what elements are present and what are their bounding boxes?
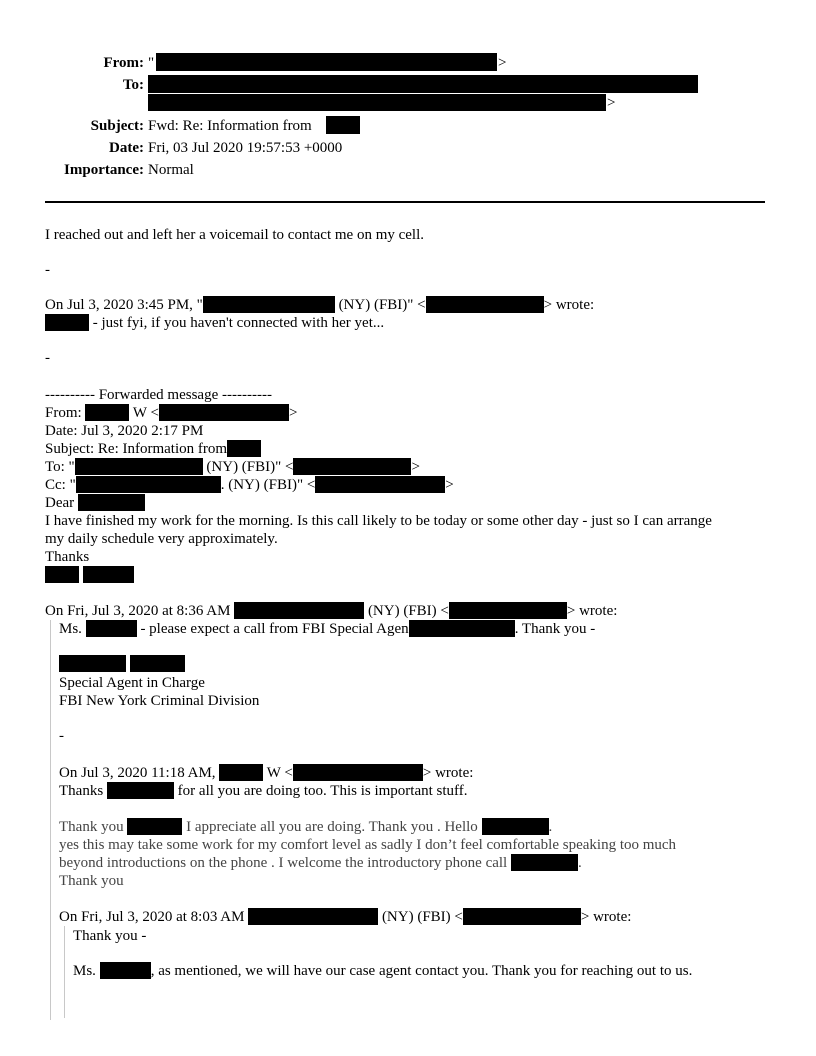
fwd-text: . (NY) (FBI)" < xyxy=(220,477,316,493)
quoted-text: Thank you xyxy=(59,873,124,889)
body-text: Thank you - xyxy=(73,928,147,944)
importance-value: Normal xyxy=(148,162,194,178)
fwd-date: Date: Jul 3, 2020 2:17 PM xyxy=(45,423,204,439)
salutation-text: Dear xyxy=(45,495,75,511)
importance-label: Importance: xyxy=(64,162,144,178)
fwd-text: Cc: " xyxy=(45,477,76,493)
body-text: my daily schedule very approximately. xyxy=(45,531,278,547)
quoted-text: . xyxy=(548,819,553,835)
redaction-box xyxy=(426,296,544,313)
redaction-box xyxy=(148,75,698,93)
redaction-box xyxy=(482,818,549,835)
body-text: Ms. xyxy=(59,621,82,637)
fwd-text: > xyxy=(411,459,420,475)
header-divider xyxy=(45,201,765,203)
body-text: , as mentioned, we will have our case agent contact you. Thank you for reaching out to us. xyxy=(150,963,693,979)
redaction-box xyxy=(148,94,606,111)
redaction-box xyxy=(248,908,378,925)
to-value-end: > xyxy=(607,95,616,111)
redaction-box xyxy=(293,458,411,475)
fwd-from xyxy=(45,404,298,422)
quote-bar xyxy=(64,926,65,1018)
body-text xyxy=(59,620,595,638)
quote-bar xyxy=(50,620,51,1020)
separator-dash: - xyxy=(59,728,64,744)
quoted-text: yes this may take some work for my comfort level as sadly I don’t feel comfortable speaking too much xyxy=(59,837,677,853)
fwd-to xyxy=(45,458,420,476)
redaction-box xyxy=(156,53,497,71)
forwarded-header: ---------- Forwarded message ---------- xyxy=(45,387,272,403)
redaction-box xyxy=(83,566,134,583)
body-text: Ms. xyxy=(73,963,96,979)
body-text xyxy=(59,782,468,800)
redaction-box xyxy=(107,782,174,799)
quote-attribution xyxy=(45,296,594,314)
fwd-text: > xyxy=(445,477,454,493)
body-text: I reached out and left her a voicemail to contact me on my cell. xyxy=(45,227,425,243)
redaction-box xyxy=(326,116,360,134)
subject-label: Subject: xyxy=(90,118,144,134)
redaction-box xyxy=(45,314,89,331)
attribution-text: (NY) (FBI) < xyxy=(367,603,449,619)
redaction-box xyxy=(315,476,445,493)
redaction-box xyxy=(75,458,203,475)
fwd-text: > xyxy=(289,405,298,421)
body-text xyxy=(45,314,384,332)
quoted-text: Thank you xyxy=(59,819,124,835)
body-text xyxy=(73,962,692,980)
redaction-box xyxy=(100,962,151,979)
redaction-box xyxy=(227,440,261,457)
quoted-text: . xyxy=(577,855,582,871)
fwd-text: W < xyxy=(132,405,160,421)
attribution-text: > wrote: xyxy=(580,909,632,925)
from-value-end: > xyxy=(498,55,507,71)
fwd-text: To: " xyxy=(45,459,75,475)
attribution-text: On Fri, Jul 3, 2020 at 8:36 AM xyxy=(45,603,231,619)
redaction-box xyxy=(127,818,182,835)
attribution-text: W < xyxy=(266,765,293,781)
attribution-text: > wrote: xyxy=(566,603,618,619)
attribution-text: > wrote: xyxy=(543,297,595,313)
redaction-box xyxy=(76,476,221,493)
body-text: - please expect a call from FBI Special Agen xyxy=(140,621,409,637)
fwd-cc xyxy=(45,476,454,494)
attribution-text: On Jul 3, 2020 11:18 AM, xyxy=(59,765,216,781)
date-label: Date: xyxy=(109,140,144,156)
separator-dash: - xyxy=(45,262,50,278)
date-value: Fri, 03 Jul 2020 19:57:53 +0000 xyxy=(148,140,343,156)
redaction-box xyxy=(130,655,185,672)
fwd-text: From: xyxy=(45,405,82,421)
fwd-text: (NY) (FBI)" < xyxy=(206,459,294,475)
redaction-box xyxy=(86,620,137,637)
quoted-text: beyond introductions on the phone . I welcome the introductory phone call xyxy=(59,855,508,871)
attribution-text: On Jul 3, 2020 3:45 PM, " xyxy=(45,297,203,313)
separator-dash: - xyxy=(45,350,50,366)
quoted-text xyxy=(59,854,582,872)
redaction-box xyxy=(78,494,145,511)
attribution-text: (NY) (FBI) < xyxy=(381,909,463,925)
redaction-box xyxy=(511,854,578,871)
from-value-quote: " xyxy=(148,55,155,71)
body-text: - just fyi, if you haven't connected with her yet... xyxy=(92,315,385,331)
redaction-box xyxy=(203,296,335,313)
attribution-text: On Fri, Jul 3, 2020 at 8:03 AM xyxy=(59,909,245,925)
subject-value: Fwd: Re: Information from xyxy=(148,118,312,134)
redaction-box xyxy=(293,764,423,781)
redaction-box xyxy=(463,908,581,925)
body-text: I have finished my work for the morning. Is this call likely to be today or some other day - just so I can arrange xyxy=(45,513,712,529)
redaction-box xyxy=(219,764,263,781)
quoted-text xyxy=(59,818,552,836)
redaction-box xyxy=(85,404,129,421)
attribution-text: (NY) (FBI)" < xyxy=(338,297,426,313)
redaction-box xyxy=(159,404,289,421)
body-text: for all you are doing too. This is important stuff. xyxy=(177,783,468,799)
fwd-subject xyxy=(45,440,261,458)
redaction-box xyxy=(234,602,364,619)
redaction-box xyxy=(59,655,126,672)
quote-attribution xyxy=(59,908,631,926)
signature-title: Special Agent in Charge xyxy=(59,675,205,691)
body-text: Thanks xyxy=(59,783,104,799)
redaction-box xyxy=(409,620,515,637)
quote-attribution xyxy=(59,764,473,782)
redaction-box xyxy=(449,602,567,619)
body-text: . Thank you - xyxy=(514,621,596,637)
quoted-text: I appreciate all you are doing. Thank you . Hello xyxy=(186,819,478,835)
fwd-text: Subject: Re: Information from xyxy=(45,441,228,457)
body-text: Thanks xyxy=(45,549,90,565)
redaction-box xyxy=(45,566,79,583)
from-label: From: xyxy=(103,55,144,71)
to-label: To: xyxy=(122,77,144,93)
signature-division: FBI New York Criminal Division xyxy=(59,693,260,709)
salutation xyxy=(45,494,145,512)
quote-attribution xyxy=(45,602,617,620)
attribution-text: > wrote: xyxy=(422,765,474,781)
